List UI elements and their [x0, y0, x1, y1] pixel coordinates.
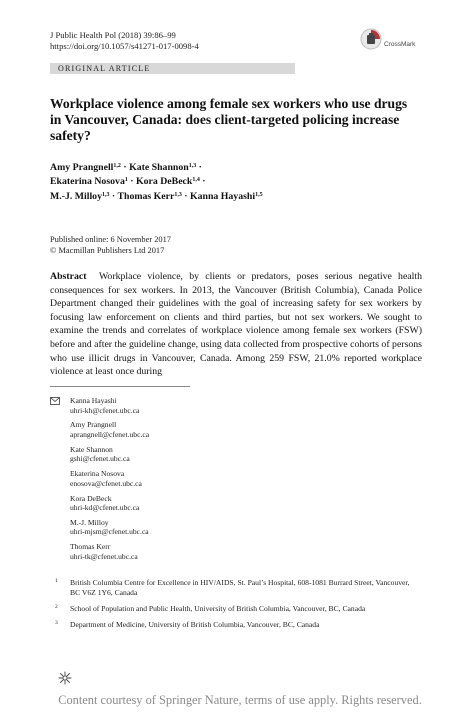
author-separator: · [181, 190, 191, 202]
author-separator: · [196, 162, 202, 173]
article-type-bar [50, 63, 295, 74]
affiliation-number: 1 [55, 578, 58, 584]
contact-email[interactable]: uhri-kd@cfenet.ubc.ca [70, 503, 140, 513]
author-affiliation: 1,5 [255, 191, 263, 198]
contact-email[interactable]: uhri-kh@cfenet.ubc.ca [70, 405, 140, 415]
author-name[interactable]: Kate Shannon [129, 162, 189, 173]
envelope-icon [50, 397, 60, 405]
published-online: Published online: 6 November 2017 [50, 235, 171, 244]
affiliation-number: 2 [55, 604, 58, 610]
author-separator: · [120, 162, 130, 173]
affiliation-entry [50, 604, 420, 614]
contact-name: Thomas Kerr [70, 542, 111, 552]
contact-email[interactable]: gshi@cfenet.ubc.ca [70, 454, 130, 464]
affiliation-number: 3 [55, 620, 58, 626]
affiliation-entry [50, 578, 420, 598]
contact-name: M.-J. Milloy [70, 517, 109, 527]
contact-name: Kanna Hayashi [70, 396, 117, 405]
abstract-label: Abstract [50, 271, 87, 282]
affiliation-list [50, 578, 420, 636]
footnote-divider [50, 386, 190, 387]
contact-list [50, 396, 250, 567]
springer-horse-icon [58, 671, 72, 685]
contact-entry [50, 494, 250, 513]
affiliation-text: School of Population and Public Health, University of British Columbia, Vancouver, BC, Canada [70, 604, 366, 613]
contact-entry [50, 542, 250, 561]
contact-email[interactable]: enosova@cfenet.ubc.ca [70, 478, 142, 488]
author-affiliation: 1,3 [174, 191, 182, 198]
courtesy-notice: Content courtesy of Springer Nature, terms of use apply. Rights reserved. [58, 693, 422, 707]
article-title: Workplace violence among female sex workers who use drugs in Vancouver, Canada: does client-targeted policing increase safety? [50, 96, 408, 143]
author-affiliation: 1,4 [192, 177, 200, 184]
contact-entry [50, 445, 250, 464]
copyright: © Macmillan Publishers Ltd 2017 [50, 246, 165, 255]
author-separator: · [127, 176, 137, 188]
doi-link[interactable]: https://doi.org/10.1057/s41271-017-0098-4 [50, 41, 199, 51]
contact-entry [50, 396, 250, 415]
author-affiliation: 1,2 [113, 163, 121, 169]
contact-name: Ekaterina Nosova [70, 469, 125, 479]
author-affiliation: 1 [124, 177, 128, 184]
contact-name: Amy Prangnell [70, 420, 117, 430]
crossmark-label: CrossMark [384, 41, 416, 48]
contact-entry [50, 469, 250, 488]
contact-name: Kora DeBeck [70, 493, 112, 503]
author-list [50, 160, 420, 203]
author-separator: · [109, 190, 118, 202]
contact-email[interactable]: uhri-tk@cfenet.ubc.ca [70, 551, 138, 561]
contact-entry [50, 518, 250, 537]
author-name[interactable]: M.-J. Milloy [50, 190, 102, 202]
article-type: ORIGINAL ARTICLE [58, 64, 151, 73]
contact-email[interactable]: aprangnell@cfenet.ubc.ca [70, 429, 150, 439]
crossmark-badge[interactable] [360, 28, 420, 54]
abstract [50, 270, 422, 379]
contact-email[interactable]: uhri-mjsm@cfenet.ubc.ca [70, 527, 149, 537]
affiliation-entry [50, 620, 420, 630]
author-separator: · [199, 176, 206, 188]
contact-entry [50, 420, 250, 439]
author-affiliation: 1,3 [101, 191, 110, 198]
publication-info [50, 234, 171, 256]
journal-header [50, 30, 199, 52]
author-name[interactable]: Kanna Hayashi [190, 190, 256, 202]
author-affiliation: 1,3 [188, 163, 197, 169]
author-name[interactable]: Kora DeBeck [136, 176, 193, 188]
crossmark-icon [360, 28, 382, 50]
abstract-text: Workplace violence, by clients or predators, poses serious negative health consequences for sex workers. In 2013, the Vancouver (British Columbia), Canada Police Department changed their guidelines with the goal of increasing safety for sex workers by focusing law enforcement on clients and third parties, but not sex workers. We sought to examine the trends and correlates of workplace violence among female sex workers (FSW) before and after the guideline change, using data collected from prospective cohorts of persons who use illicit drugs in Vancouver, Canada. Among 259 FSW, 21.0% reported workplace violence at least once during [50, 271, 422, 378]
author-name[interactable]: Amy Prangnell [50, 162, 114, 173]
author-name[interactable]: Thomas Kerr [117, 190, 175, 202]
contact-name: Kate Shannon [70, 444, 113, 454]
author-name[interactable]: Ekaterina Nosova [50, 176, 125, 188]
affiliation-text: Department of Medicine, University of British Columbia, Vancouver, BC, Canada [70, 620, 320, 629]
journal-citation: J Public Health Pol (2018) 39:86–99 [50, 30, 176, 40]
affiliation-text: British Columbia Centre for Excellence in HIV/AIDS, St. Paul’s Hospital, 608-1081 Burrard Street, Vancouver, BC V6Z 1Y6, Canada [70, 578, 410, 597]
